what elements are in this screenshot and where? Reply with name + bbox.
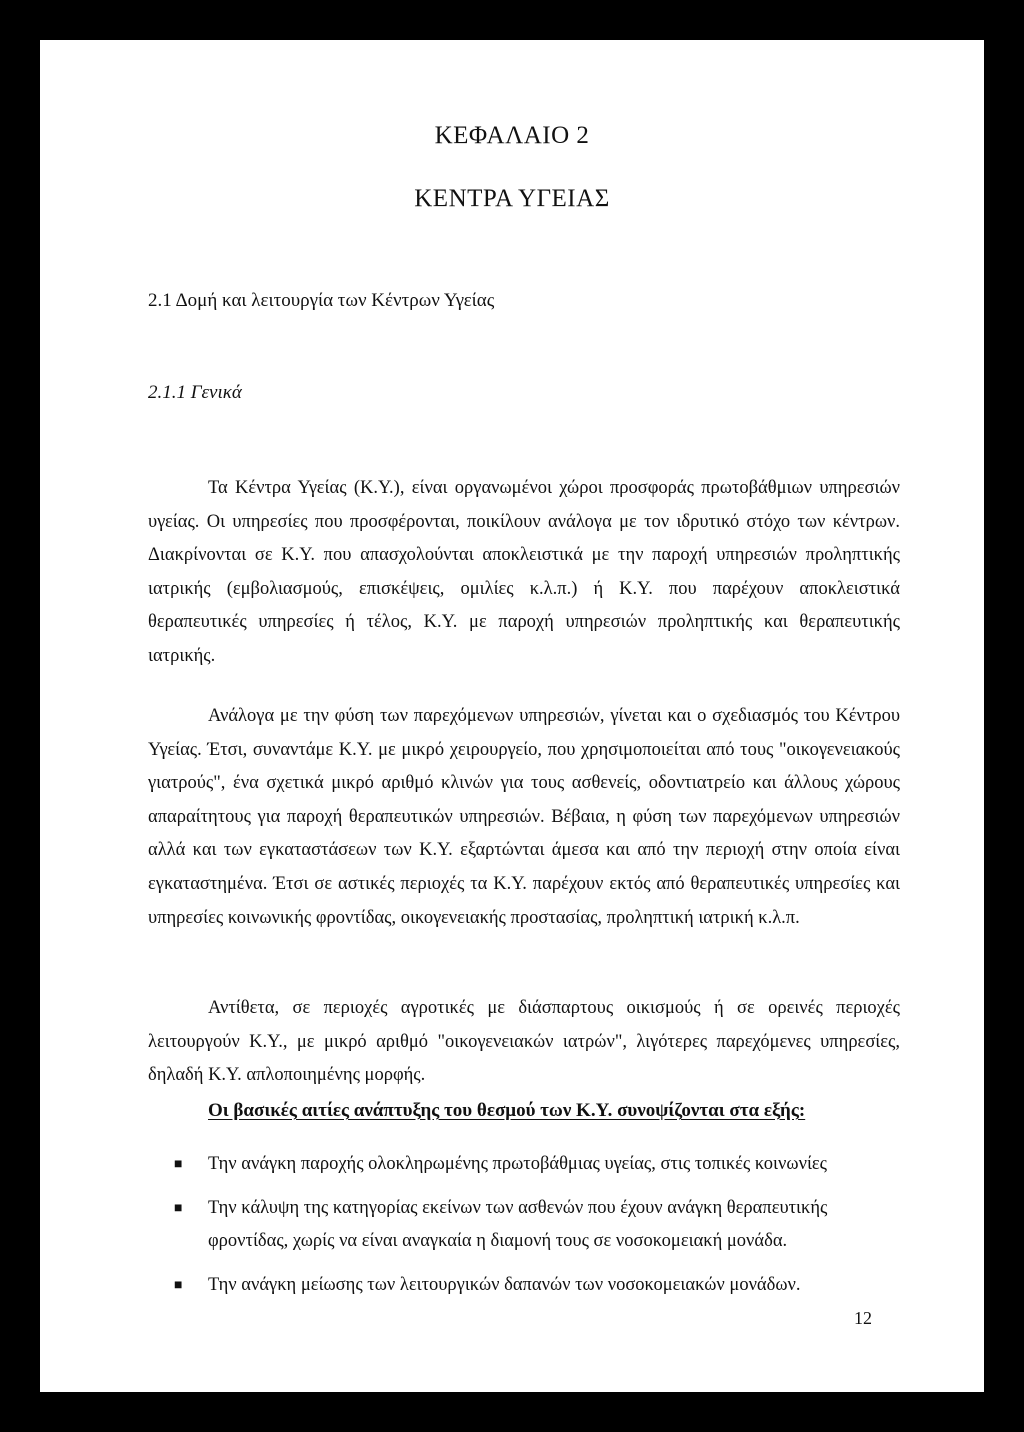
document-page (40, 40, 984, 1392)
list-item-text: Την ανάγκη μείωσης των λειτουργικών δαπανών των νοσοκομειακών μονάδων. (208, 1274, 801, 1295)
list-item (148, 1148, 900, 1182)
page-number: 12 (854, 1308, 872, 1328)
chapter-label: ΚΕΦΑΛΑΙΟ 2 (434, 122, 590, 149)
square-bullet-icon: ■ (174, 1200, 183, 1216)
list-item (148, 1192, 900, 1259)
paragraph-1: Τα Κέντρα Υγείας (Κ.Υ.), είναι οργανωμένοι χώροι προσφοράς πρωτοβάθμιων υπηρεσιών υγείας. Οι υπηρεσίες που προσφέρονται, ποικίλουν ανάλογα με τον ιδρυτικό στόχο των κέντρων. Διακρίνονται σε Κ.Υ. που απασχολούνται αποκλειστικά με την παροχή υπηρεσιών προληπτικής ιατρικής (εμβολιασμούς, επισκέψεις, ομιλίες κ.λ.π.) ή Κ.Υ. που παρέχουν αποκλειστικά θεραπευτικές υπηρεσίες ή τέλος, Κ.Υ. με παροχή υπηρεσιών προληπτικής και θεραπευτικής ιατρικής. (148, 478, 900, 666)
square-bullet-icon: ■ (174, 1157, 183, 1172)
causes-list (148, 1148, 900, 1312)
paragraph-3: Αντίθετα, σε περιοχές αγροτικές με διάσπαρτους οικισμούς ή σε ορεινές περιοχές λειτουργούν Κ.Υ., με μικρό αριθμό "οικογενειακών ιατρών", λιγότερες παρεχόμενες υπηρεσίες, δηλαδή Κ.Υ. απλοποιημένης μορφής. (148, 998, 900, 1086)
list-item (148, 1269, 900, 1303)
square-bullet-icon: ■ (174, 1277, 183, 1293)
list-item-text: Την ανάγκη παροχής ολοκληρωμένης πρωτοβάθμιας υγείας, στις τοπικές κοινωνίες (208, 1154, 828, 1174)
list-item-text: Την κάλυψη της κατηγορίας εκείνων των ασθενών που έχουν ανάγκη θεραπευτικής φροντίδας, χωρίς να είναι αναγκαία η διαμονή τους σε νοσοκομειακή μονάδα. (208, 1197, 828, 1252)
causes-heading: Οι βασικές αιτίες ανάπτυξης του θεσμού των Κ.Υ. συνοψίζονται στα εξής: (208, 1100, 806, 1121)
chapter-title: ΚΕΝΤΡΑ ΥΓΕΙΑΣ (414, 185, 610, 212)
paragraph-2: Ανάλογα με την φύση των παρεχόμενων υπηρεσιών, γίνεται και ο σχεδιασμός του Κέντρου Υγείας. Έτσι, συναντάμε Κ.Υ. με μικρό χειρουργείο, που χρησιμοποιείται από τους "οικογενειακούς γιατρούς", ένα σχετικά μικρό αριθμό κλινών για τους ασθενείς, οδοντιατρείο και άλλους χώρους απαραίτητους για παροχή θεραπευτικών υπηρεσιών. Βέβαια, η φύση των παρεχόμενων υπηρεσιών αλλά και των εγκαταστάσεων των Κ.Υ. εξαρτώνται άμεσα και από την περιοχή στην οποία είναι εγκαταστημένα. Έτσι σε αστικές περιοχές τα Κ.Υ. παρέχουν εκτός από θεραπευτικές υπηρεσίες και υπηρεσίες κοινωνικής φροντίδας, οικογενειακής προστασίας, προληπτική ιατρική κ.λ.π. (148, 706, 900, 928)
subsection-heading: 2.1.1 Γενικά (148, 382, 242, 403)
section-heading: 2.1 Δομή και λειτουργία των Κέντρων Υγείας (148, 290, 495, 311)
